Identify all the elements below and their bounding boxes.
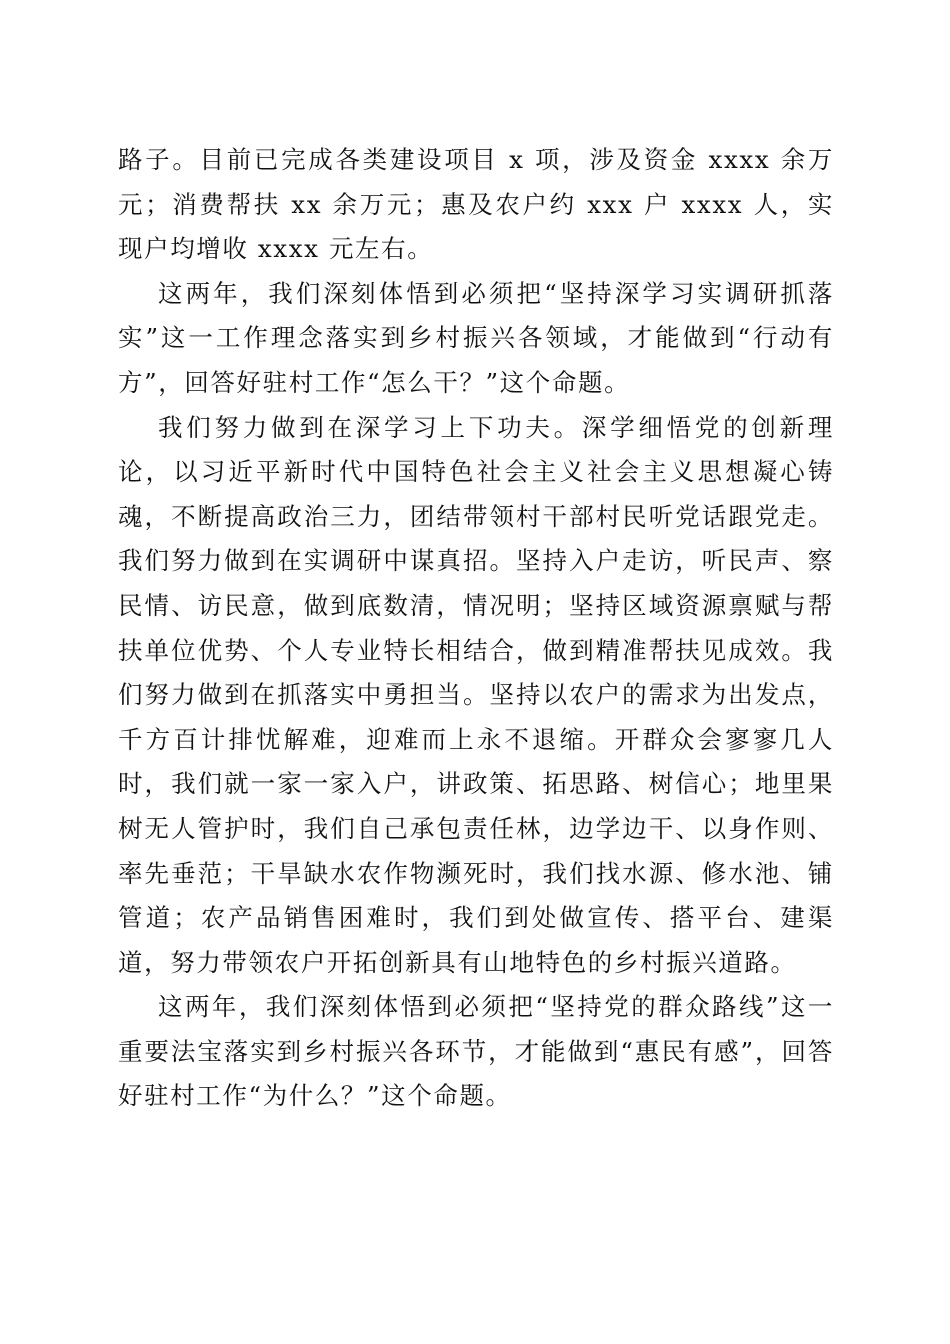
paragraph-how-to-work: 这两年，我们深刻体悟到必须把“坚持深学习实调研抓落实”这一工作理念落实到乡村振兴各领域，才能做到“行动有方”，回答好驻村工作“怎么干？”这个命题。 <box>118 278 834 397</box>
document-body <box>118 138 834 1119</box>
paragraph-project-summary: 路子。目前已完成各类建设项目 x 项，涉及资金 xxxx 余万元；消费帮扶 xx 余万元；惠及农户约 xxx 户 xxxx 人，实现户均增收 xxxx 元左右。 <box>118 145 834 264</box>
paragraph-study-research-implement: 我们努力做到在深学习上下功夫。深学细悟党的创新理论，以习近平新时代中国特色社会主义社会主义思想凝心铸魂，不断提高政治三力，团结带领村干部村民听党话跟党走。我们努力做到在实调研中谋真招。坚持入户走访，听民声、察民情、访民意，做到底数清，情况明；坚持区域资源禀赋与帮扶单位优势、个人专业特长相结合，做到精准帮扶见成效。我们努力做到在抓落实中勇担当。坚持以农户的需求为出发点，千方百计排忧解难，迎难而上永不退缩。开群众会寥寥几人时，我们就一家一家入户，讲政策、拓思路、树信心；地里果树无人管护时，我们自己承包责任林，边学边干、以身作则、率先垂范；干旱缺水农作物濒死时，我们找水源、修水池、铺管道；农产品销售困难时，我们到处做宣传、搭平台、建渠道，努力带领农户开拓创新具有山地特色的乡村振兴道路。 <box>118 412 834 977</box>
paragraph-mass-line: 这两年，我们深刻体悟到必须把“坚持党的群众路线”这一重要法宝落实到乡村振兴各环节，才能做到“惠民有感”，回答好驻村工作“为什么？”这个命题。 <box>118 992 834 1111</box>
